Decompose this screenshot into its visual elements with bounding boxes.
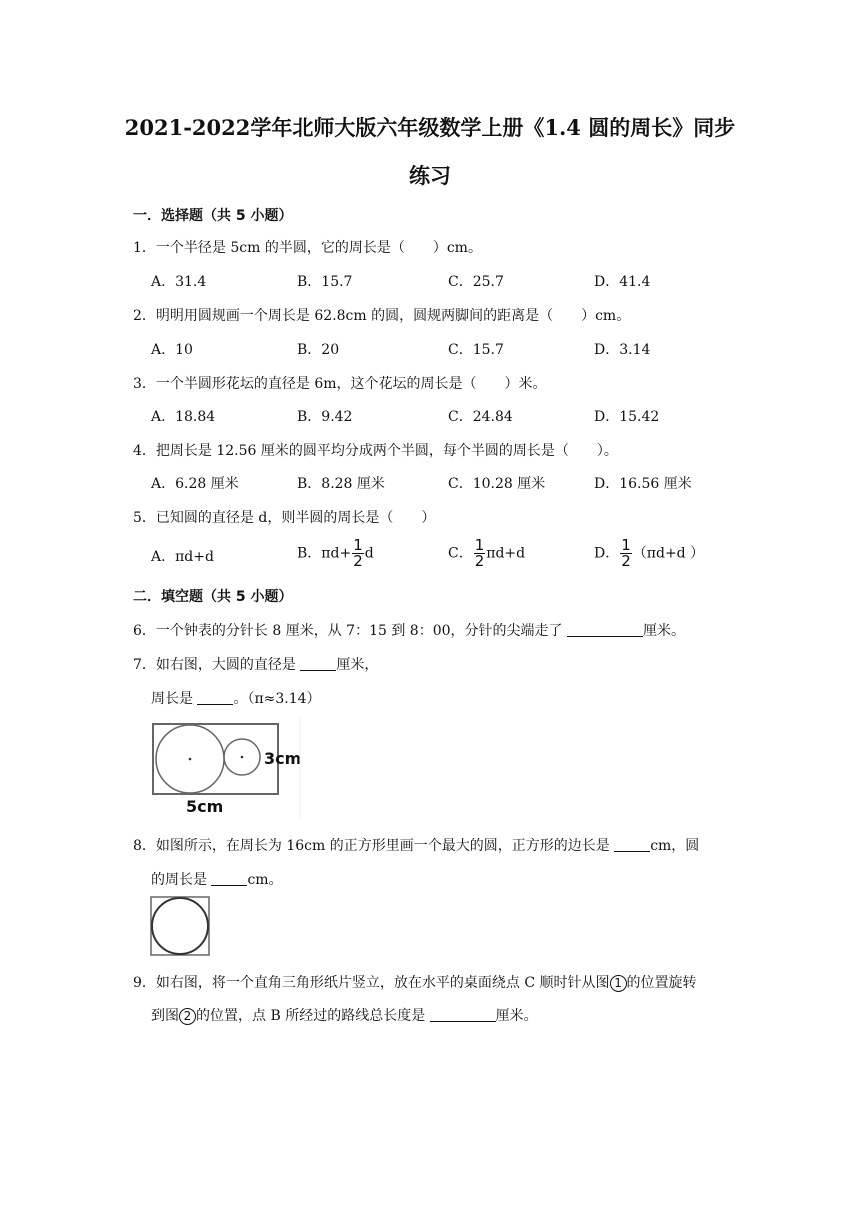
question-3-option-a: A．18.84	[151, 409, 216, 425]
small-circle-center	[241, 756, 244, 759]
inscribed-circle-shape	[152, 898, 208, 954]
question-9-line2: 到图 2 的位置，点 B 所经过的路线总长度是 厘米。	[151, 1008, 538, 1024]
question-7-line1: 7．如右图，大圆的直径是 厘米，	[133, 657, 379, 673]
answer-blank[interactable]	[197, 690, 233, 705]
question-2-text: 2．明明用圆规画一个周长是 62.8cm 的圆，圆规两脚间的距离是（ ）cm。	[133, 308, 631, 324]
question-5-option-d: D． $\frac{1}{2}$ （πd+d ）	[594, 536, 705, 570]
question-2-option-a: A．10	[151, 342, 193, 358]
answer-blank[interactable]	[300, 656, 336, 671]
question-4-option-a: A．6.28 厘米	[151, 476, 239, 492]
question-8-line2: 的周长是 cm。	[151, 872, 283, 888]
circles-in-rectangle-figure	[148, 718, 308, 818]
answer-blank[interactable]	[430, 1007, 496, 1022]
question-1-text: 1．一个半径是 5cm 的半圆，它的周长是（ ）cm。	[133, 240, 482, 256]
question-4-option-c: C．10.28 厘米	[448, 476, 546, 492]
question-1-option-a: A．31.4	[151, 274, 207, 290]
fraction-one-half: $\frac{1}{2}$	[621, 536, 631, 570]
answer-blank[interactable]	[614, 837, 650, 852]
question-9-line1: 9．如右图，将一个直角三角形纸片竖立，放在水平的桌面绕点 C 顺时针从图 1 的位置旋转	[133, 975, 697, 991]
fraction-one-half: $\frac{1}{2}$	[474, 536, 485, 570]
question-1-option-c: C．25.7	[448, 274, 504, 290]
question-5-option-b: B．πd+ $\frac{1}{2}$ d	[297, 536, 374, 570]
circled-number-2: 2	[179, 1008, 196, 1025]
question-4-option-d: D．16.56 厘米	[594, 476, 692, 492]
figure-label-3cm: 3cm	[264, 749, 302, 768]
question-3-option-d: D．15.42	[594, 409, 660, 425]
question-2-option-c: C．15.7	[448, 342, 504, 358]
large-circle-center	[189, 758, 192, 761]
question-1-option-b: B．15.7	[297, 274, 353, 290]
question-3-text: 3．一个半圆形花坛的直径是 6m，这个花坛的周长是（ ）米。	[133, 376, 547, 392]
question-3-option-c: C．24.84	[448, 409, 513, 425]
fraction-one-half: $\frac{1}{2}$	[353, 536, 363, 570]
section-heading-fill: 二．填空题（共 5 小题）	[133, 589, 293, 605]
question-5-text: 5．已知圆的直径是 d，则半圆的周长是（ ）	[133, 510, 436, 526]
question-2-option-b: B．20	[297, 342, 340, 358]
answer-blank[interactable]	[211, 871, 247, 886]
question-1-option-d: D．41.4	[594, 274, 651, 290]
question-5-option-a: A．πd+d	[151, 549, 214, 565]
question-6-text: 6．一个钟表的分针长 8 厘米，从 7：15 到 8：00，分针的尖端走了 厘米。	[133, 623, 685, 639]
question-3-option-b: B．9.42	[297, 409, 353, 425]
question-4-option-b: B．8.28 厘米	[297, 476, 385, 492]
page-title-line1: 2021-2022学年北师大版六年级数学上册《1.4 圆的周长》同步	[124, 115, 736, 140]
figure-label-5cm: 5cm	[186, 797, 224, 816]
answer-blank[interactable]	[567, 622, 643, 637]
question-5-option-c: C． $\frac{1}{2}$ πd+d	[448, 536, 526, 570]
circled-number-1: 1	[610, 975, 627, 992]
question-4-text: 4．把周长是 12.56 厘米的圆平均分成两个半圆，每个半圆的周长是（ ）。	[133, 443, 618, 459]
question-8-line1: 8．如图所示，在周长为 16cm 的正方形里画一个最大的圆，正方形的边长是 cm，圆	[133, 838, 700, 854]
page-title-line2: 练习	[409, 163, 451, 188]
question-2-option-d: D．3.14	[594, 342, 651, 358]
section-heading-choice: 一．选择题（共 5 小题）	[133, 208, 293, 224]
circle-in-square-figure	[149, 894, 213, 958]
question-7-line2: 周长是 。（π≈3.14）	[151, 691, 321, 707]
